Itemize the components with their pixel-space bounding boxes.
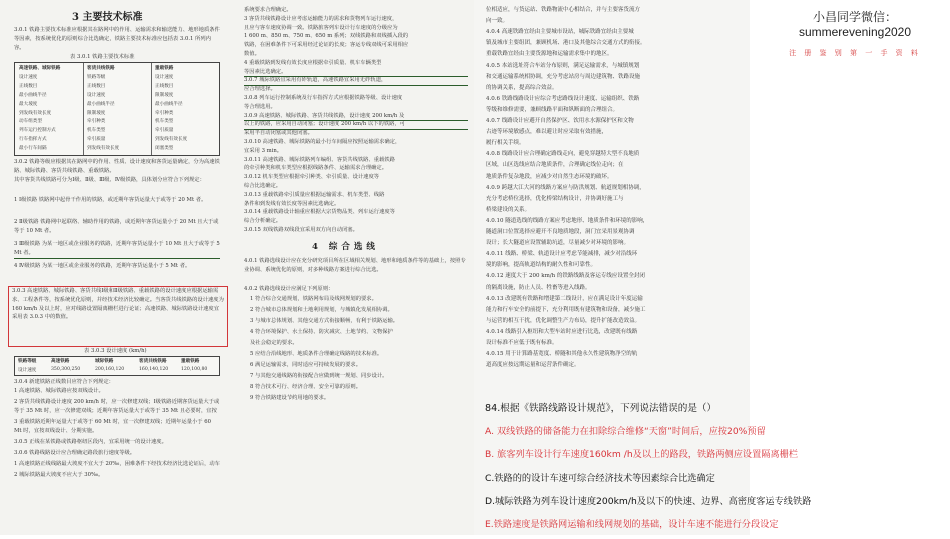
text-line: 等合理选用。 [244,103,276,110]
table-cell: 最大坡度 [19,101,38,107]
table-cell: 行车指挥方式 [19,137,47,143]
table-3-0-1 [14,62,220,156]
text-line: 4.0.10 隧道选线的线路方案应考虑地形、地质条件和环境的影响， [486,217,649,224]
table-cell: 350,300,250 [51,367,81,372]
text-line: 境的影响，提高轨道结构的耐久性和可靠性。 [486,262,597,269]
table-cell: 正线数目 [87,83,106,89]
text-line: 3.0.8 列车运行控制系统及行车指挥方式应根据铁路等级、设计速度 [244,95,403,101]
text-line: 4.0.12 速度大于 200 km/h 的铁路线路及客运专线应设置全封闭 [486,273,645,280]
section-4-0-2-item: 9 符合铁路建设节约用地的要求。 [250,395,330,401]
text-line: 4.0.14 线路引入枢纽和大型车站时应进行比选，改建既有线路 [486,328,638,335]
section-3-0-2-item: 3 Ⅲ级铁路 为某一地区或企业服务的铁路，近期年客货运量小于 10 Mt 且大于或等于 5 Mt 者。 [14,240,220,259]
text-line: 且应与客车速度协调一致。铁路旅客列车设计行车速度的分级应为 [244,24,398,31]
text-line: 4.0.7 线路设计应避开自然保护区、饮用水水源保护区和文物 [486,118,634,124]
text-line: 4.0.11 线路、桥梁、轨道设计应考虑节能减排，减少对沿线环 [486,251,638,258]
table-cell: 到发线有效长度 [155,137,188,143]
section-4-0-2-item: 4 符合环境保护、水土保持、防灾减灾、土地节约、文物保护 [250,329,393,335]
text-line: 古迹等环境敏感点，难以避让时应采取有效措施， [486,129,608,136]
section-3-0-4-item: 2 客货共线铁路设计速度 200 km/h 时，应一次修建双线；Ⅰ级铁路近期客货运量大于或等于 35 Mt 时，应一次修建双线；近期年客货运量大于或等于 35 Mt 且必要时，宜按 [14,399,220,414]
table-cell: 机车类型 [87,128,106,134]
section-4-0-2-item: 8 符合技术可行、经济合理、安全可靠的原则。 [250,384,361,390]
section-3-0-2-item: 1 Ⅰ级铁路 铁路网中起骨干作用的铁路，或近期年客货运量大于或等于 20 Mt 者。 [14,197,207,203]
text-line: 3 客货共线铁路设计应考虑运输能力的需求和货物列车运行速度， [244,15,398,22]
text-line: 3.0.13 重载铁路牵引质量应根据运输需求、机车类型、线路 [244,191,385,198]
watermark-contact: 小昌同学微信：summerevening2020 [798,10,912,39]
option-d: D.城际铁路为列车设计速度200km/h及以下的快速、边界、高密度客运专线铁路 [485,495,812,507]
table-cell: 设计速度 [19,74,38,80]
table-3-0-1-caption: 表 3.0.1 铁路主要技术标准 [70,54,135,60]
table-cell: 最小行车间隔 [19,146,47,152]
section-4-0-2-item: 7 与其他交通线路的衔接配合应做到统一规划、同步设计。 [250,373,388,379]
table-cell: 牵引质量 [87,137,106,143]
table-header-cell: 客货共线铁路 [139,359,167,364]
left-scanned-page [0,0,232,535]
table-cell: 铁路等级 [87,74,106,80]
table-cell: 列车运行控制方式 [19,128,56,134]
text-line: 综合分析确定。 [244,218,282,225]
section-3-0-4-item: 1 高速铁路正线线路最大坡度不宜大于 20‰，困难条件下经技术经济比选论证后，动车 [14,461,220,467]
table-3-0-3-caption: 表 3.0.3 设计速度 (km/h) [84,348,147,354]
text-line: 能力和行车安全的前提下，充分利用既有建筑物和设备，减少施工 [486,306,646,313]
text-line: 隧道洞口位置选择应避开不良地质地段，洞门宜采用景观协调 [486,229,635,235]
text-line: 向一致。 [486,18,509,25]
section-3-0-4-item: 2 城际铁路最大坡度不应大于 30‰。 [14,472,104,478]
text-line: 3.0.9 高速铁路、城际铁路、客货共线铁路，设计速度 200 km/h 及 [244,112,468,122]
section-4-0-1: 4.0.1 铁路选线设计应在充分研究项目所在区域相关规划、地形和地质条件等的基础上，按照专业协调、系统优化的原则，对多种线路方案进行综合比选。 [244,258,466,273]
section-3-0-2: 3.0.2 铁路等级应根据其在路网中的作用、性质、设计速度和客货运量确定，分为高速铁路、城际铁路、客货共线铁路、重载铁路。 [14,159,220,174]
table-cell: 到发线有效长度 [19,110,52,116]
table-column-divider [151,63,152,155]
table-cell: 闭塞类型 [155,146,174,152]
chapter-3-title: 3 主要技术标准 [72,12,143,23]
section-4-0-2-item: 1 符合综合交通规划，铁路网布局及线网规划的要求。 [250,296,377,302]
text-line: 重载铁路宜经由主要货源地和运输需求集中的地区。 [486,51,613,58]
table-cell: 牵引种类 [87,119,106,125]
section-4-0-2: 4.0.2 铁路选线设计应满足下列原则： [244,286,334,292]
text-line: 4.0.8 线路设计应合理确定路线走向，避免穿越特大型不良地质 [486,151,640,158]
table-cell: 限制坡度 [155,92,174,98]
text-line: 以上的铁路，应采用自动闭塞；设计速度 200 km/h 以下的铁路，可 [244,120,468,130]
table-cell: 最小曲线半径 [87,101,115,107]
text-line: 履行相关手续。 [486,140,525,147]
text-line: 3.0.10 高速铁路、城际铁路的最小行车间隔应按照运输需求确定， [244,139,401,145]
option-b: B. 旅客列车设计行车速度160km /h及以上的路段，铁路两侧应设置隔离栅栏 [485,449,799,461]
table-header-cell: 高速铁路、城际铁路 [19,66,61,71]
text-line: 4.0.9 跨越大江大河的线路方案应与防洪规划、航道规划相协调， [486,184,645,191]
section-3-0-3: 3.0.3 高速铁路、城际铁路、客货共线Ⅰ级和Ⅱ级铁路、重载铁路的设计速度应根据运输需求、工程条件等，按系统优化原则，并经技术经济比较确定。当客货共线铁路的设计速度为 160 km/h 及以上时，应对线路设置隔离栅栏进行论证；高速铁路、城际铁路设计速度宜采用表 3.0.3 中的数值。 [12,288,224,321]
text-line: 数值。 [244,51,260,57]
section-3-0-2-item: 2 Ⅱ级铁路 铁路网中起联络、辅助作用的铁路，或近期年客货运量小于 20 Mt 且大于或等于 10 Mt 者。 [14,219,219,234]
text-line: 条件和到发线有效长度等因素比选确定。 [244,200,340,207]
text-line: 应合理选择。 [244,86,276,93]
table-cell: 牵引质量 [155,128,174,134]
text-line: 与运营的相互干扰，优化调整生产力布局，提升扩能改造效益。 [486,317,641,324]
text-line: 4.0.4 高速铁路宜经由主要城市设站，城际铁路宜经由主要城 [486,29,634,36]
section-3-0-2-item: 4 Ⅳ级铁路 为某一地区或企业服务的铁路，近期年客货运量小于 5 Mt 者。 [14,263,191,269]
text-line: 4.0.15 用于计算路基宽度、桥隧和其他永久性建筑物净空的轨 [486,351,638,358]
option-c: C.铁路的的设计车速可综合经济技术等因素综合比选确定 [485,472,715,484]
text-line: 地质条件复杂地段，应减少对自然生态环境的破坏。 [486,173,613,180]
text-line: 综合比选确定。 [244,183,282,189]
text-line: 铁路，在困难条件下可采用经过论证的长度；客运专线双线可采用相应 [244,42,409,49]
table-cell: 到发线有效长度 [87,146,120,152]
text-line: 区域，山区选线应结合地质条件，合理确定线位走向；在 [486,162,624,169]
text-line: 4.0.6 铁路线路设计应综合考虑路线设计速度、运输组织、铁路 [486,95,640,102]
chapter-4-title: 4 综合选线 [312,242,379,252]
table-header-cell: 铁路等级 [18,359,37,364]
text-line: 的隔离设施，防止人员、牲畜等进入线路。 [486,284,591,291]
text-line: 4.0.13 改建既有铁路和增建第二线设计，应在满足设计年度运输 [486,295,643,302]
table-cell: 正线数目 [19,83,38,89]
table-cell: 160,140,120 [139,367,169,372]
text-line: 和交通运输系统相协调，充分考虑站房与周边建筑物、铁路设施 [486,73,641,80]
table-header-cell: 高速铁路 [51,359,70,364]
table-column-divider [83,63,84,155]
table-cell: 设计速度 [155,74,174,80]
table-cell: 正线数目 [155,83,174,89]
option-a: A. 双线铁路的储备能力在扣除综合维修“天窗”时间后，应按20%预留 [485,426,766,437]
table-cell: 设计速度 [18,368,37,373]
table-cell: 限制坡度 [87,110,106,116]
section-3-0-4-item: 3.0.6 铁路线路设计应合理确定路段旅行速度等级。 [14,450,136,456]
table-header-cell: 城际铁路 [95,359,114,364]
text-line: 充分考虑桥位选择，优化桥梁结构设计，并协调好施工与 [486,195,624,202]
table-cell: 设计速度 [87,92,106,98]
question-title: 84.根据《铁路线路设计规范》，下列说法错误的是（） [485,403,717,414]
text-line: 桥梁建设的关系。 [486,206,531,213]
text-line: 等因素比选确定。 [244,68,468,78]
table-cell: 牵引种类 [155,110,174,116]
exam-question [485,400,945,539]
section-4-0-2-item: 6 满足运输需求，同时适应可持续发展的要求。 [250,362,361,368]
section-3-0-4-item: 3.0.5 正线在某铁路或铁路枢纽区段内，宜采用统一的设计速度。 [14,439,167,445]
text-line: 3.0.12 机车类型应根据牵引种类、牵引质量、设计速度等 [244,174,380,181]
section-3-0-2-body: 其中客货共线铁路可分为Ⅰ级、Ⅱ级、Ⅲ级、Ⅳ级铁路，具体划分应符合下列规定： [14,177,205,183]
text-line: 系统要求合理确定。 [244,7,292,13]
option-e: E.铁路速度是铁路网运输和线网规划的基础，设计车速不能进行分段设定 [485,519,779,531]
text-line: 3.0.11 高速铁路、城际铁路列车编组、客货共线铁路、重载铁路 [244,156,395,163]
text-line: 道高度应按远期运量和运营条件确定。 [486,362,580,369]
table-header-cell: 客货共线铁路 [87,66,115,71]
section-4-0-2-item: 5 应结合沿线地形、地质条件合理确定线路的技术标准。 [250,351,383,357]
text-line: 镇及城市主要组团，兼顾机场、港口及其他综合交通方式的衔接。 [486,40,646,47]
section-3-0-1: 3.0.1 铁路主要技术标准应根据其在路网中的作用、运输需求和输送能力、地形地质条件等因素，按系统优化的原则综合比选确定，铁路主要技术标准应包括表 3.0.1 所列内容。 [14,27,220,51]
section-3-0-4-item: 3 重载铁路近期年运量大于或等于 60 Mt 时，宜一次修建双线；近期年运量小于 60 Mt 时，宜按双线设计、分期实施。 [14,419,212,434]
table-header-cell: 重载铁路 [155,66,174,71]
table-cell: 200,160,120 [95,367,125,372]
section-4-0-2-item: 及社会稳定的要求。 [250,340,298,346]
text-line: 3.0.15 双线铁路双线段宜采用双方向自动闭塞。 [244,227,358,233]
text-line: 3.0.7 城际铁路宜采用有砟轨道，高速铁路宜采用无砟轨道， [244,76,468,86]
text-line: 的牵引种类和机车类型应根据线路条件、运输需求合理确定。 [244,165,388,172]
watermark-slogan: 注 册 鉴 别 第 一 手 资 料 [789,49,921,57]
table-cell: 机车类型 [155,119,174,125]
section-4-0-2-item: 2 符合城市总体规划和土地利用规划，与城镇化发展相协调。 [250,307,393,313]
table-cell: 最小曲线半径 [155,101,183,107]
table-header-cell: 重载铁路 [181,359,200,364]
table-cell: 最小曲线半径 [19,92,47,98]
section-3-0-4-item: 1 高速铁路、城际铁路应按双线设计。 [14,388,104,394]
text-line: 采用半自动闭塞或其他闭塞。 [244,130,313,137]
text-line: 4.0.5 本站选址符合车站分布原则，满足运输需求，与城镇规划 [486,62,640,69]
middle-scanned-page [232,0,474,535]
text-line: 4 重载铁路到发线有效长度应根据牵引质量、机车车辆类型 [244,59,382,66]
text-line: 位相适应，与货运站、铁路物流中心相结合，并与主要客货流方 [486,7,641,13]
table-cell: 动车组类型 [19,119,42,125]
text-line: 3.0.14 重载铁路设计轴重应根据大宗货物品类、列车运行速度等 [244,209,395,216]
section-4-0-2-item: 3 与城市总体规划、其他交通方式衔接顺畅，有利于铁路运输。 [250,318,399,324]
watermark [765,8,945,58]
section-3-0-4: 3.0.4 新建铁路正线数目应符合下列规定： [14,379,114,385]
text-line: 的协调关系，提高综合效益。 [486,84,558,91]
text-line: 宜采用 3 min。 [244,147,283,154]
text-line: 设计标准不应低于既有标准。 [486,340,558,346]
text-line: 设计；长大隧道应设置辅助坑道，尽量减少对环境的影响。 [486,240,630,247]
table-cell: 120,100,80 [181,367,208,372]
text-line: 1 600 m、850 m、750 m、650 m 系列；双线铁路和双线插入段的 [244,33,409,40]
table-3-0-3 [14,356,220,376]
text-line: 等级和维修需要，兼顾线路平面和纵断面的合理组合。 [486,106,619,113]
